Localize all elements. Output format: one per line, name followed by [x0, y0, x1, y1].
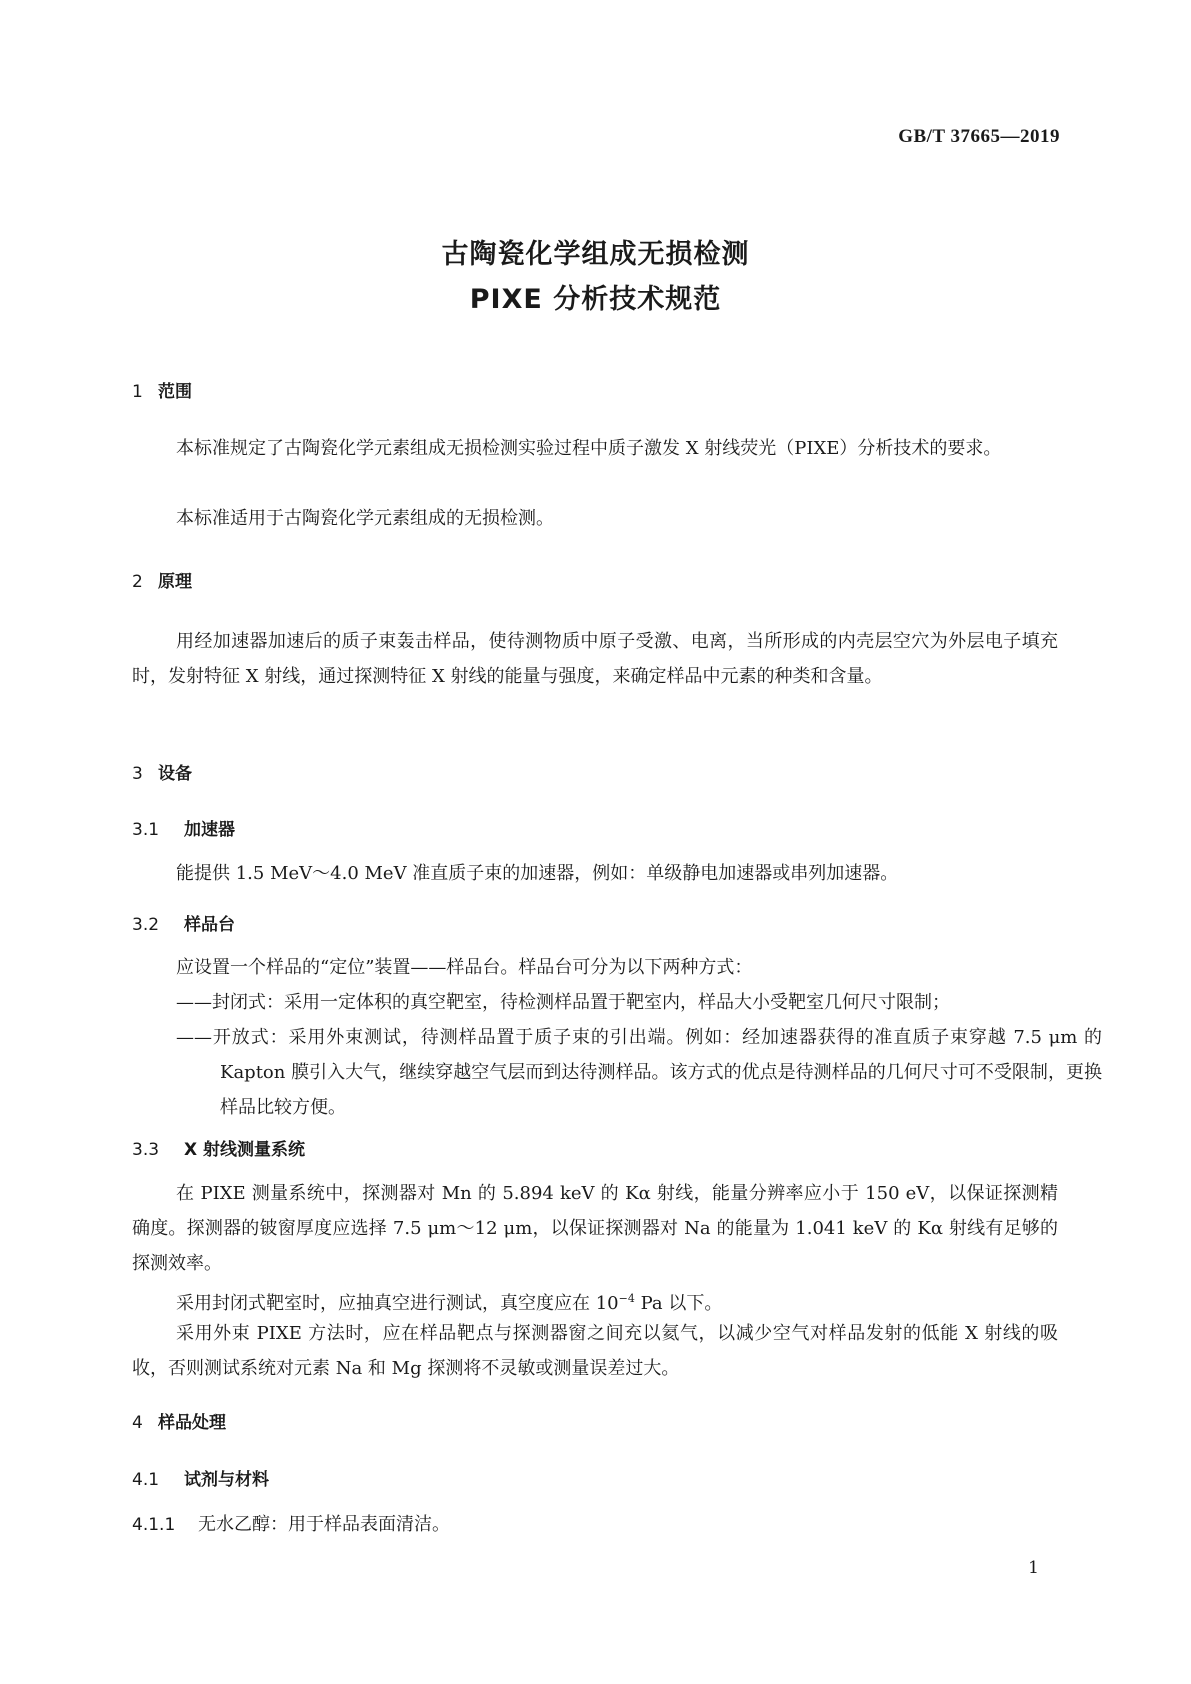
section-2-heading — [132, 567, 192, 592]
section-3-2-dash-item-2: ——开放式：采用外束测试，待测样品置于质子束的引出端。例如：经加速器获得的准直质子束穿越 7.5 μm 的 Kapton 膜引入大气，继续穿越空气层而到达待测样品。该方式的优点是待测样品的几何尺寸可不受限制，更换样品比较方便。 — [176, 1027, 1102, 1118]
section-number: 3 — [132, 764, 143, 784]
section-number: 3.1 — [132, 820, 160, 840]
section-title: 范围 — [158, 382, 192, 402]
section-3-3-paragraph-1: 在 PIXE 测量系统中，探测器对 Mn 的 5.894 keV 的 Kα 射线，能量分辨率应小于 150 eV，以保证探测精确度。探测器的铍窗厚度应选择 7.5 μm～12 μm，以保证探测器对 Na 的能量为 1.041 keV 的 Kα 射线有足够的探测效率。 — [132, 1183, 1058, 1274]
section-number: 3.3 — [132, 1140, 160, 1160]
section-4-1-heading — [132, 1465, 269, 1490]
section-3-2-heading — [132, 910, 235, 935]
standard-number: GB/T 37665—2019 — [898, 126, 1060, 147]
section-2-paragraph-1: 用经加速器加速后的质子束轰击样品，使待测物质中原子受激、电离，当所形成的内壳层空穴为外层电子填充时，发射特征 X 射线，通过探测特征 X 射线的能量与强度，来确定样品中元素的种类和含量。 — [132, 631, 1058, 687]
section-1-paragraph-1: 本标准规定了古陶瓷化学元素组成无损检测实验过程中质子激发 X 射线荧光（PIXE）分析技术的要求。 — [176, 438, 1002, 459]
section-3-3-paragraph-2 — [132, 1281, 1058, 1321]
document-title-line2: PIXE 分析技术规范 — [469, 284, 722, 315]
vacuum-text-end: Pa 以下。 — [634, 1293, 723, 1314]
section-number: 4.1.1 — [132, 1515, 176, 1535]
section-4-heading — [132, 1408, 226, 1433]
section-title: 样品台 — [184, 915, 235, 935]
section-number: 4.1 — [132, 1470, 160, 1490]
section-title: 加速器 — [184, 820, 235, 840]
section-3-3-heading — [132, 1135, 305, 1160]
page-number: 1 — [1028, 1558, 1039, 1578]
section-1-paragraph-2: 本标准适用于古陶瓷化学元素组成的无损检测。 — [176, 508, 554, 529]
section-3-1-heading — [132, 815, 235, 840]
section-title: 原理 — [158, 572, 192, 592]
document-title-line1: 古陶瓷化学组成无损检测 — [441, 239, 750, 270]
section-3-heading — [132, 759, 192, 784]
section-number: 2 — [132, 572, 143, 592]
section-4-1-1-item — [132, 1507, 1058, 1543]
vacuum-exponent: −4 — [618, 1292, 635, 1305]
section-title: 设备 — [158, 764, 192, 784]
section-number: 1 — [132, 382, 143, 402]
section-3-1-paragraph-1: 能提供 1.5 MeV～4.0 MeV 准直质子束的加速器，例如：单级静电加速器或串列加速器。 — [176, 863, 899, 884]
item-text: 无水乙醇：用于样品表面清洁。 — [198, 1514, 450, 1535]
vacuum-text-start: 采用封闭式靶室时，应抽真空进行测试，真空度应在 10 — [176, 1293, 619, 1314]
section-number: 3.2 — [132, 915, 160, 935]
section-3-2-dash-item-1: ——封闭式：采用一定体积的真空靶室，待检测样品置于靶室内，样品大小受靶室几何尺寸限制； — [176, 992, 950, 1013]
section-title: 试剂与材料 — [184, 1470, 269, 1490]
section-title: 样品处理 — [158, 1413, 226, 1433]
section-3-3-paragraph-3: 采用外束 PIXE 方法时，应在样品靶点与探测器窗之间充以氦气，以减少空气对样品发射的低能 X 射线的吸收，否则测试系统对元素 Na 和 Mg 探测将不灵敏或测量误差过大。 — [132, 1323, 1058, 1379]
section-1-heading — [132, 377, 192, 402]
section-3-2-paragraph-1: 应设置一个样品的“定位”装置——样品台。样品台可分为以下两种方式： — [176, 957, 753, 978]
section-number: 4 — [132, 1413, 143, 1433]
section-title: X 射线测量系统 — [184, 1140, 306, 1160]
